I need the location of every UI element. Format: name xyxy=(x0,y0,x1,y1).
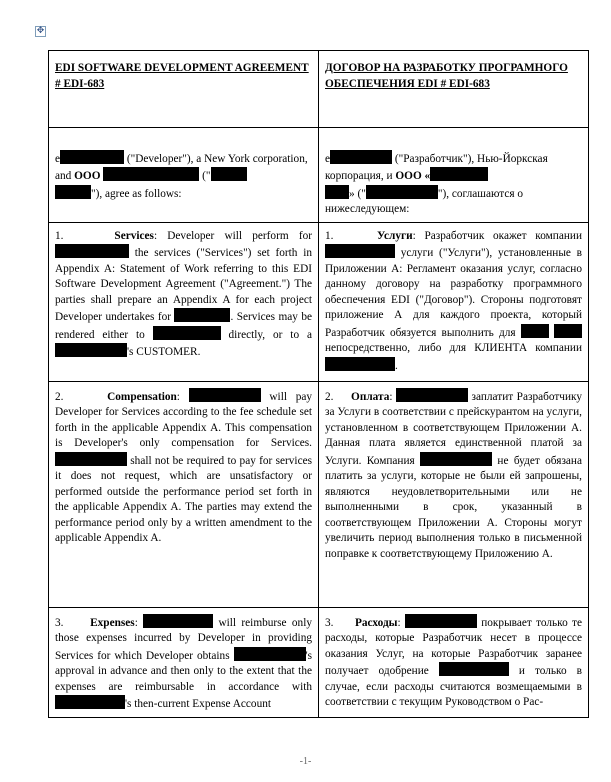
section-number: 2. xyxy=(55,390,64,403)
redaction-bar xyxy=(55,452,127,466)
section-number: 1. xyxy=(55,229,64,242)
redaction-bar xyxy=(521,324,549,338)
english-services xyxy=(49,222,319,381)
russian-compensation xyxy=(319,381,589,607)
english-title: EDI SOFTWARE DEVELOPMENT AGREEMENT # EDI-683 xyxy=(49,51,319,128)
section-text: 's then-current Expense Account xyxy=(125,698,272,710)
section-number: 3. xyxy=(55,616,64,629)
russian-services xyxy=(319,222,589,381)
section-text: и только в случае, если расходы считаются возмещаемыми в соответствии с текущим Руководством о Рас- xyxy=(325,665,582,708)
redaction-bar xyxy=(420,452,492,466)
section-text: услуги ("Услуги"), установленные в Приложении А: Регламент оказания услуг, согласно данному договору на разработку программного обеспечения EDI ("Договор"). Стороны подготовят приложение А для каждого проекта, который Разработчик обязуется выполнить для xyxy=(325,247,582,339)
redaction-bar xyxy=(55,185,91,199)
russian-expenses xyxy=(319,607,589,717)
section-text: the services ("Services") set forth in Appendix A: Statement of Work referring to this EDI Software Development Agreement ("Agreement.") The parties shall prepare an Appendix A for each project Developer undertakes for xyxy=(55,247,312,323)
redaction-bar xyxy=(366,185,438,199)
redaction-bar xyxy=(143,614,213,628)
intro-text: "), соглашаются о нижеследующем: xyxy=(325,187,524,215)
redaction-bar xyxy=(153,326,221,340)
redaction-bar xyxy=(439,662,509,676)
section-services-row xyxy=(49,222,589,381)
russian-title: ДОГОВОР НА РАЗРАБОТКУ ПРОГРАМНОГО ОБЕСПЕЧЕНИЯ EDI # EDI-683 xyxy=(319,51,589,128)
intro-row xyxy=(49,128,589,223)
section-text: непосредственно, либо для КЛИЕНТА компании xyxy=(325,342,582,354)
intro-text: ООО « xyxy=(395,170,431,182)
redaction-bar xyxy=(189,388,261,402)
title-row xyxy=(49,51,589,128)
redaction-bar xyxy=(330,150,392,164)
russian-intro xyxy=(319,128,589,223)
redaction-bar xyxy=(55,244,129,258)
section-text: directly, or to a xyxy=(220,328,312,341)
redaction-bar xyxy=(396,388,468,402)
english-intro xyxy=(49,128,319,223)
redaction-bar xyxy=(325,244,395,258)
section-number: 3. xyxy=(325,616,334,629)
intro-text: OOO xyxy=(74,170,101,182)
intro-text: e xyxy=(325,152,331,165)
section-text: 's approval in advance and then only to the extent that the expenses are reimbursable in accordance with xyxy=(55,649,312,693)
section-text: : xyxy=(397,616,405,629)
redaction-bar xyxy=(554,324,582,338)
section-number: 1. xyxy=(325,229,334,242)
intro-text: "), agree as follows: xyxy=(91,187,182,200)
section-heading: Services xyxy=(114,229,154,242)
section-expenses-row xyxy=(49,607,589,717)
section-text: will pay Developer for Services according to the fee schedule set forth in the applicable Appendix A. This compensation is Developer's only compensation for Services. xyxy=(55,390,313,449)
redaction-bar xyxy=(211,167,247,181)
section-compensation-row xyxy=(49,381,589,607)
section-heading: Расходы xyxy=(354,616,398,629)
redaction-bar xyxy=(174,308,230,322)
english-compensation xyxy=(49,381,319,607)
section-text: . Services may be rendered either to xyxy=(55,311,312,341)
redaction-bar xyxy=(55,343,127,357)
section-text: : Developer will perform for xyxy=(153,229,312,242)
section-text: : xyxy=(176,390,189,403)
section-heading: Expenses xyxy=(90,616,135,629)
section-text: : xyxy=(389,390,397,403)
redaction-bar xyxy=(60,150,124,164)
section-text: will reimburse only those expenses incurred by Developer in providing Services for which Developer obtains xyxy=(55,616,312,662)
intro-text: (" xyxy=(199,170,211,182)
section-text: : xyxy=(134,616,144,629)
intro-text: » (" xyxy=(349,187,366,200)
section-text: заплатит Разработчику за Услуги в соответствии с прейскурантом на услуги, установленном в соответствующем Приложении А. Данная плата является единственной платой за Услуги. Компания xyxy=(325,390,582,467)
intro-text: e xyxy=(55,152,61,165)
redaction-bar xyxy=(103,167,199,181)
intro-text: ("Developer"), a New York corporation, and xyxy=(55,152,308,182)
section-text: . xyxy=(395,359,398,372)
redaction-bar xyxy=(430,167,488,181)
section-text: : Разработчик окажет компании xyxy=(412,229,582,242)
section-number: 2. xyxy=(325,390,334,403)
redaction-bar xyxy=(325,185,349,199)
page-number: -1- xyxy=(299,756,312,767)
redaction-bar xyxy=(405,614,477,628)
redaction-bar xyxy=(55,695,125,709)
english-expenses xyxy=(49,607,319,717)
redaction-bar xyxy=(234,647,306,661)
redaction-bar xyxy=(325,357,395,371)
table-move-handle-icon[interactable]: ✥ xyxy=(36,26,45,36)
section-heading: Оплата xyxy=(351,390,390,403)
section-text: покрывает только те расходы, которые Разработчик несет в процессе оказания Услуг, на которые Разработчик заранее получает одобрение xyxy=(325,616,582,677)
section-heading: Услуги xyxy=(376,229,413,242)
section-text: не будет обязана платить за услуги, которые не были ей запрошены, являются неудовлетворительными или не выполненными в срок, указанный в соответствующем Приложении А. Стороны могут увеличить период выполнения только в письменной поправке к соответствующему Приложению А. xyxy=(325,454,582,560)
section-heading: Compensation xyxy=(107,390,177,403)
bilingual-contract-table xyxy=(48,50,589,718)
intro-text: ("Разработчик"), Нью-Йоркская корпорация, и xyxy=(325,152,548,182)
section-text: 's CUSTOMER. xyxy=(127,346,201,358)
section-text: shall not be required to pay for services it does not request, which are unsatisfactory or performed outside the performance period set forth in the applicable Appendix A. The parties may extend the performance period only by a written amendment to the applicable Appendix A. xyxy=(55,454,312,544)
